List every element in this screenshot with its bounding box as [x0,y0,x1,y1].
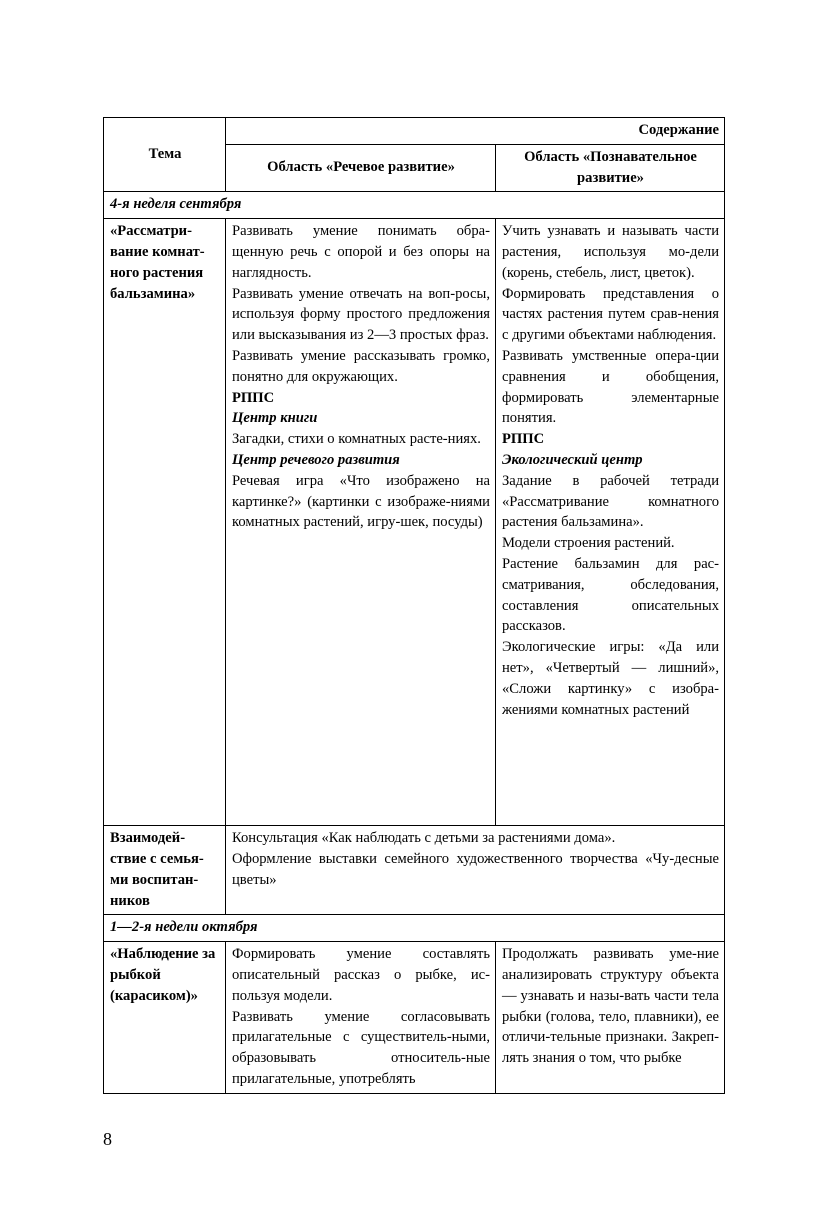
page-number: 8 [103,1129,112,1149]
speech-goal: Развивать умение отвечать на воп-росы, используя форму простого предложения или высказывания из 2—3 простых фраз. [232,285,490,344]
speech-cell-2 [226,942,496,1094]
header-topic: Тема [104,118,226,192]
speech-goal: Развивать умение понимать обра-щенную речь с опорой и без опоры на наглядность. [232,223,490,281]
week-label-2: 1—2-я недели октября [104,915,725,942]
rpps-heading: РППС [232,389,275,406]
cognitive-goal: Учить узнавать и называть части растения, используя мо-дели (корень, стебель, лист, цветок). [502,223,720,281]
cognitive-cell-2 [496,942,725,1094]
cognitive-material: Задание в рабочей тетради «Рассматривание комнатного растения бальзамина». [502,472,720,531]
header-cognitive-area: Область «Познавательное развитие» [496,144,725,192]
center-name: Центр книги [232,410,318,427]
header-speech-area: Область «Речевое развитие» [226,144,496,192]
cognitive-goal: Продолжать развивать уме-ние анализировать структуру объекта — узнавать и назы-вать части тела рыбки (голова, тело, плавники), ее отличи-тельные признаки. Закреп-лять знания о том, что рыбке [502,946,720,1067]
topic-cell-1 [104,219,226,826]
speech-material: Речевая игра «Что изображено на картинке?» (картинки с изображе-ниями комнатных растений, игру-шек, посуды) [232,472,490,531]
cognitive-goal: Развивать умственные опера-ции сравнения и обобщения, формировать элементарные понятия. [502,347,720,427]
speech-goal: Развивать умение согласовывать прилагательные с существитель-ными, образовывать относитель-ные прилагательные, употреблять [232,1008,490,1087]
family-item: Консультация «Как наблюдать с детьми за растениями дома». [232,830,616,847]
center-name: Центр речевого развития [232,451,400,468]
topic-text: «Наблюдение за рыбкой (карасиком)» [110,946,216,1004]
rpps-heading: РППС [502,431,545,448]
family-cell [226,826,725,915]
cognitive-material: Растение бальзамин для рас-сматривания, обследования, составления описательных рассказов. [502,555,720,635]
speech-cell-1 [226,219,496,826]
family-item: Оформление выставки семейного художественного творчества «Чу-десные цветы» [232,850,720,888]
cognitive-goal: Формировать представления о частях растения путем срав-нения с другими объектами наблюдения. [502,285,720,344]
header-content: Содержание [226,118,725,145]
speech-goal: Развивать умение рассказывать громко, понятно для окружающих. [232,347,490,385]
center-name: Экологический центр [502,451,643,468]
topic-text: «Рассматри-вание комнат-ного растения бальзамина» [110,223,205,302]
topic-cell-2 [104,942,226,1094]
week-label-1: 4-я неделя сентября [104,192,725,219]
content-table [103,117,725,1094]
cognitive-material: Модели строения растений. [502,535,675,552]
family-topic-text: Взаимодей-ствие с семья-ми воспитан-ников [110,830,204,909]
family-topic-cell [104,826,226,915]
cognitive-cell-1 [496,219,725,826]
speech-material: Загадки, стихи о комнатных расте-ниях. [232,431,481,448]
cognitive-material: Экологические игры: «Да или нет», «Четвертый — лишний», «Сложи картинку» с изобра-жениями комнатных растений [502,639,720,718]
speech-goal: Формировать умение составлять описательный рассказ о рыбке, ис-пользуя модели. [232,946,490,1004]
